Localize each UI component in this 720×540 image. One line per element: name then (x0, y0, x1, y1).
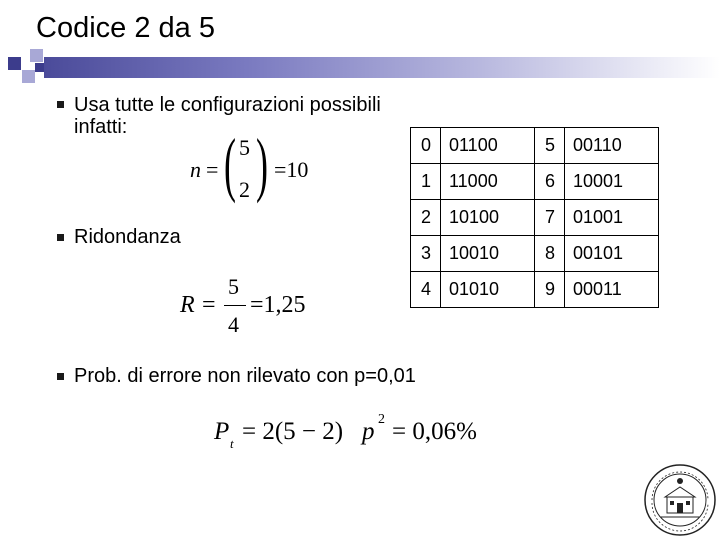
formula-var-p: P (214, 418, 230, 445)
table-cell: 7 (535, 200, 565, 236)
fraction-numerator: 5 (228, 274, 239, 299)
table-cell: 00110 (565, 128, 659, 164)
formula-var-n: n (190, 157, 201, 182)
square-decoration (8, 57, 21, 70)
table-row (411, 236, 659, 272)
table-cell: 2 (411, 200, 441, 236)
table-cell: 0 (411, 128, 441, 164)
bullet-1-line-1: Usa tutte le configurazioni possibili (74, 94, 381, 116)
table-cell: 11000 (441, 164, 535, 200)
table-cell: 00101 (565, 236, 659, 272)
formula-exponent: 2 (378, 412, 385, 427)
table-cell: 4 (411, 272, 441, 308)
error-prob-result: = 0,06% (392, 418, 477, 445)
square-bullet-icon (57, 373, 64, 380)
formula-equals: = (206, 157, 219, 182)
table-cell: 1 (411, 164, 441, 200)
formula-subscript: t (230, 436, 234, 451)
table-row (411, 200, 659, 236)
square-bullet-icon (57, 234, 64, 241)
formula-expression: = 2(5 − 2) (242, 418, 344, 445)
table-cell: 6 (535, 164, 565, 200)
table-cell: 00011 (565, 272, 659, 308)
square-decoration (35, 63, 44, 72)
table-cell: 10001 (565, 164, 659, 200)
binomial-bottom: 2 (239, 177, 250, 202)
formula-var-r: R (180, 292, 195, 318)
left-paren: ( (224, 124, 236, 204)
redundancy-result: =1,25 (250, 292, 306, 318)
binomial-top: 5 (239, 135, 250, 160)
table-cell: 9 (535, 272, 565, 308)
right-paren: ) (256, 124, 268, 204)
table-row (411, 128, 659, 164)
table-row (411, 164, 659, 200)
formula-var-p-small: p (362, 418, 375, 445)
table-cell: 01001 (565, 200, 659, 236)
fraction-line (224, 305, 246, 306)
table-cell: 8 (535, 236, 565, 272)
table-cell: 10100 (441, 200, 535, 236)
table-cell: 5 (535, 128, 565, 164)
fraction-denominator: 4 (228, 312, 239, 337)
slide-title: Codice 2 da 5 (36, 12, 215, 44)
table-cell: 10010 (441, 236, 535, 272)
square-decoration (22, 70, 35, 83)
square-decoration (30, 49, 43, 62)
university-seal-icon (643, 463, 717, 537)
table-cell: 01100 (441, 128, 535, 164)
binomial-result: =10 (274, 157, 309, 182)
bullet-text-2: Ridondanza (74, 226, 181, 248)
bullet-text-3: Prob. di errore non rilevato con p=0,01 (74, 365, 416, 387)
table-row (411, 272, 659, 308)
table-cell: 3 (411, 236, 441, 272)
square-bullet-icon (57, 101, 64, 108)
header-gradient-bar (44, 57, 720, 78)
bullet-1-line-2: infatti: (74, 116, 128, 138)
table-cell: 01010 (441, 272, 535, 308)
formula-equals: = (202, 292, 216, 318)
code-table (410, 127, 659, 308)
